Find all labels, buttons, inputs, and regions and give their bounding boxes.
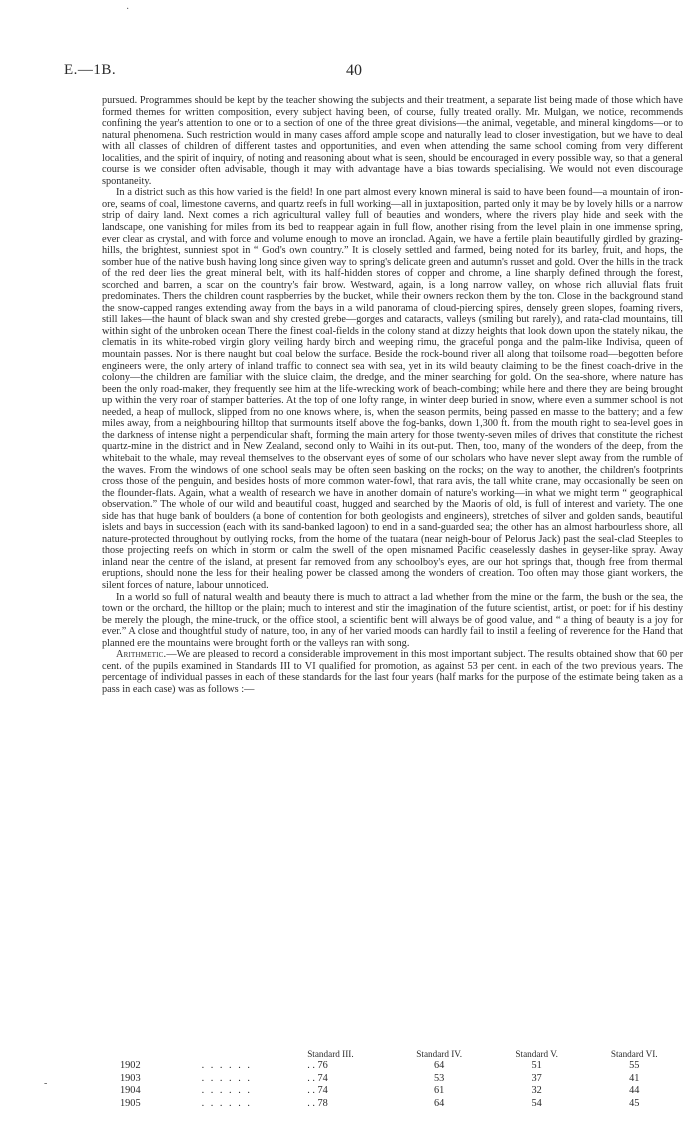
paragraph-4 bbox=[102, 649, 683, 695]
margin-mark: - bbox=[44, 1078, 48, 1089]
column-header: Standard IV. bbox=[416, 1049, 463, 1059]
cell-standard-v: 37 bbox=[531, 1072, 542, 1084]
paragraph-2: In a district such as this how varied is the field! In one part almost every known mineral is said to have been found—a mountain of iron-ore, seams of coal, limestone caverns, and quartz reefs in full working—all in juxtaposition, parted only it may be by lovely hills or a narrow strip of dairy land. Next comes a rich agricultural valley full of beauties and wonders, where the rivers play hide and seek with the landscape, one vanishing for miles from its bed to reappear again in full flow, another rising from the level plain in one immense spring, ever clear as crystal, and with force and volume enough to move an ironclad. Again, we have a fertile plain beautifully girdled by grazing-hills, the brightest, sunniest spot in “ God's own country.” It is closely settled and farmed, being noted for its barley, fruit, and hops, the somber hue of the native bush having long since given way to spring's delicate green and autumn's russet and gold. Over the hills in the track of the red deer lies the great mineral belt, with its half-hidden stores of copper and chrome, a line sharply defined through the forest, scorched and barren, a scar on the country's fair brow. Westward, again, is a long narrow valley, on whose rich alluvial flats fruit predominates. Thers the children count raspberries by the bucket, while their owners reckon them by the ton. Close in the background stand the snow-capped ranges extending away from the bays in a wild panorama of cloud-piercing spires, densely green slopes, foaming rivers, still lakes—the haunt of black swan and shy crested grebe—gorges and cataracts, valleys (smiling but rarely), and rata-clad mountains, till within sight of the unbroken ocean There the finest coal-fields in the colony stand at dizzy heights that look down upon the stately nikau, the clematis in its white-robed virgin glory veiling hardy birch and weeping rimu, the graceful ponga and the palm-like Indivisa, queen of mountain passes. Nor is there naught but coal below the surface. Beside the rock-bound river all along that toilsome road—begotten before engineers were, the only artery of inland traffic to connect sea with sea, yet in its wild beauty claiming to be the finest coach-drive in the colony—the children are familiar with the sluice claim, the dredge, and the miner searching for gold. On the sea-shore, where nature has been the only road-maker, they frequently see him at the life-wrecking work of beach-combing; while here and there they are being brought up within the very roar of stamper batteries. At the top of one lofty range, in winter deep buried in snow, where even a summer school is not needed, a heap of mullock, slipped from no one knows where, is, when the season permits, being passed en masse to the battery; and a few miles away, from a neighbouring hilltop that surmounts itself above the fog-banks, down 1,300 ft. from the mouth right to sea-level goes in the darkness of intense night a perpendicular shaft, forming the main artery for those twenty-seven miles of drives that constitute the richest quartz-mine in the district and in New Zealand, second only to Waihi in its out-put. Then, too, many of the wonders of the deep, from the whitebait to the whale, may reveal themselves to the observant eyes of some of our scholars who have never slept away from the rumble of the waves. From the windows of one school seals may be often seen basking on the rocks; on the way to another, the children's footprints cross those of the penguin, and besides hosts of more common water-fowl, that rara avis, the tall white crane, may occasionally be seen on the flounder-flats. Again, what a wealth of research we have in another domain of nature's working—in what we might term “ geographical observation.” The whole of our wild and beautiful coast, hugged and searched by the Maoris of old, is full of interest and variety. The one side has that huge bank of boulders (a bone of contention for both geologists and engineers), stretches of silver and golden sands, beautiful islets and bays in succession (each with its sand-banked lagoon) to end in a sand-guarded sea; the other has an almost harbourless shore, all nature-protected throughout by outlying rocks, from the home of the tuatara (near neigh-bour of Pelorus Jack) past the seal-clad Steeples to those projecting reefs on which in storm or calm the swell of the open misnamed Pacific ceaselessly dashes in geyser-like spray. Away inland near the centre of the island, at present far removed from any schoolboy's eyes, are our hot springs that, though free from thermal eruptions, should none the less for their healing power be classed among the wonders of creation. Too often may those giant workers, the silent forces of nature, labour unnoticed. bbox=[102, 187, 683, 591]
document-reference: E.—1B. bbox=[64, 62, 117, 78]
column-header: Standard III. bbox=[307, 1049, 354, 1059]
table-header-row bbox=[102, 1048, 683, 1060]
cell-standard-vi: 45 bbox=[629, 1097, 640, 1109]
cell-standard-iv: 53 bbox=[434, 1072, 445, 1084]
cell-standard-iii: . . 78 bbox=[307, 1097, 328, 1109]
cell-standard-vi: 55 bbox=[629, 1060, 640, 1072]
paragraph-4-text: —We are pleased to record a considerable improvement in this most important subject. The results obtained show that 60 per cent. of the pupils examined in Standards III to VI qualified for promotion, as against 53 per cent. in each of the two previous years. The percentage of individual passes in each of these standards for the last four years (half marks for the purpose of the estimate being taken as a pass in each case) was as follows :— bbox=[102, 649, 683, 695]
cell-standard-iv: 64 bbox=[434, 1060, 445, 1072]
row-year: 1903 bbox=[120, 1072, 141, 1084]
section-heading-arithmetic: Arithmetic. bbox=[116, 649, 167, 661]
cell-standard-iii: . . 74 bbox=[307, 1072, 328, 1084]
table-row bbox=[102, 1098, 683, 1110]
row-year: 1905 bbox=[120, 1097, 141, 1109]
scan-speck: · bbox=[126, 4, 130, 15]
page-number: 40 bbox=[346, 62, 362, 79]
cell-standard-vi: 44 bbox=[629, 1085, 640, 1097]
cell-standard-iv: 64 bbox=[434, 1097, 445, 1109]
cell-standard-iv: 61 bbox=[434, 1085, 445, 1097]
leader-dots: . . . . . . bbox=[201, 1072, 252, 1084]
cell-standard-v: 51 bbox=[531, 1060, 542, 1072]
cell-standard-vi: 41 bbox=[629, 1072, 640, 1084]
leader-dots: . . . . . . bbox=[201, 1085, 252, 1097]
cell-standard-v: 54 bbox=[531, 1097, 542, 1109]
row-year: 1902 bbox=[120, 1060, 141, 1072]
column-header: Standard VI. bbox=[610, 1049, 658, 1059]
arithmetic-passes-table bbox=[102, 1048, 683, 1110]
cell-standard-iii: . . 76 bbox=[307, 1060, 328, 1072]
table-row bbox=[102, 1085, 683, 1097]
table-row bbox=[102, 1073, 683, 1085]
cell-standard-iii: . . 74 bbox=[307, 1085, 328, 1097]
paragraph-3: In a world so full of natural wealth and beauty there is much to attract a lad whether from the mine or the farm, the bush or the sea, the town or the orchard, the hilltop or the plain; much to interest and stir the imagination of the future scientist, artist, or poet: for if his destiny be merely the plough, the mine-truck, or the office stool, a scientific bent will always be of good value, and “ a thing of beauty is a joy for ever.” A close and thoughtful study of nature, too, in any of her varied moods can hardly fail to instil a feeling of reverence for the Hand that planned ere the mountains were brought forth or the valleys ran with song. bbox=[102, 591, 683, 649]
page-header bbox=[64, 62, 644, 82]
body-text bbox=[102, 95, 683, 695]
leader-dots: . . . . . . bbox=[201, 1060, 252, 1072]
paragraph-1: pursued. Programmes should be kept by the teacher showing the subjects and their treatment, a separate list being made of those which have formed themes for written composition, every subject having been, of course, fully treated orally. Mr. Mulgan, we notice, recommends confining the year's attention to one or to a section of one of the three great divisions—the animal, vegetable, and mineral kingdoms—or to natural phenomena. Such restriction would in many cases afford ample scope and naturally lead to closer investigation, but we have to deal with all classes of children of different tastes and opportunities, and even when attending the same school coming from very different localities, and the spirit of inquiry, of noting and reasoning about what is seen, should be encouraged in every possible way, so that a general course is we consider often advisable, though it may with advantage have a bias towards specialising. We would not even discourage spontaneity. bbox=[102, 95, 683, 187]
table-row bbox=[102, 1060, 683, 1072]
row-year: 1904 bbox=[120, 1085, 141, 1097]
leader-dots: . . . . . . bbox=[201, 1097, 252, 1109]
cell-standard-v: 32 bbox=[531, 1085, 542, 1097]
column-header: Standard V. bbox=[515, 1049, 558, 1059]
